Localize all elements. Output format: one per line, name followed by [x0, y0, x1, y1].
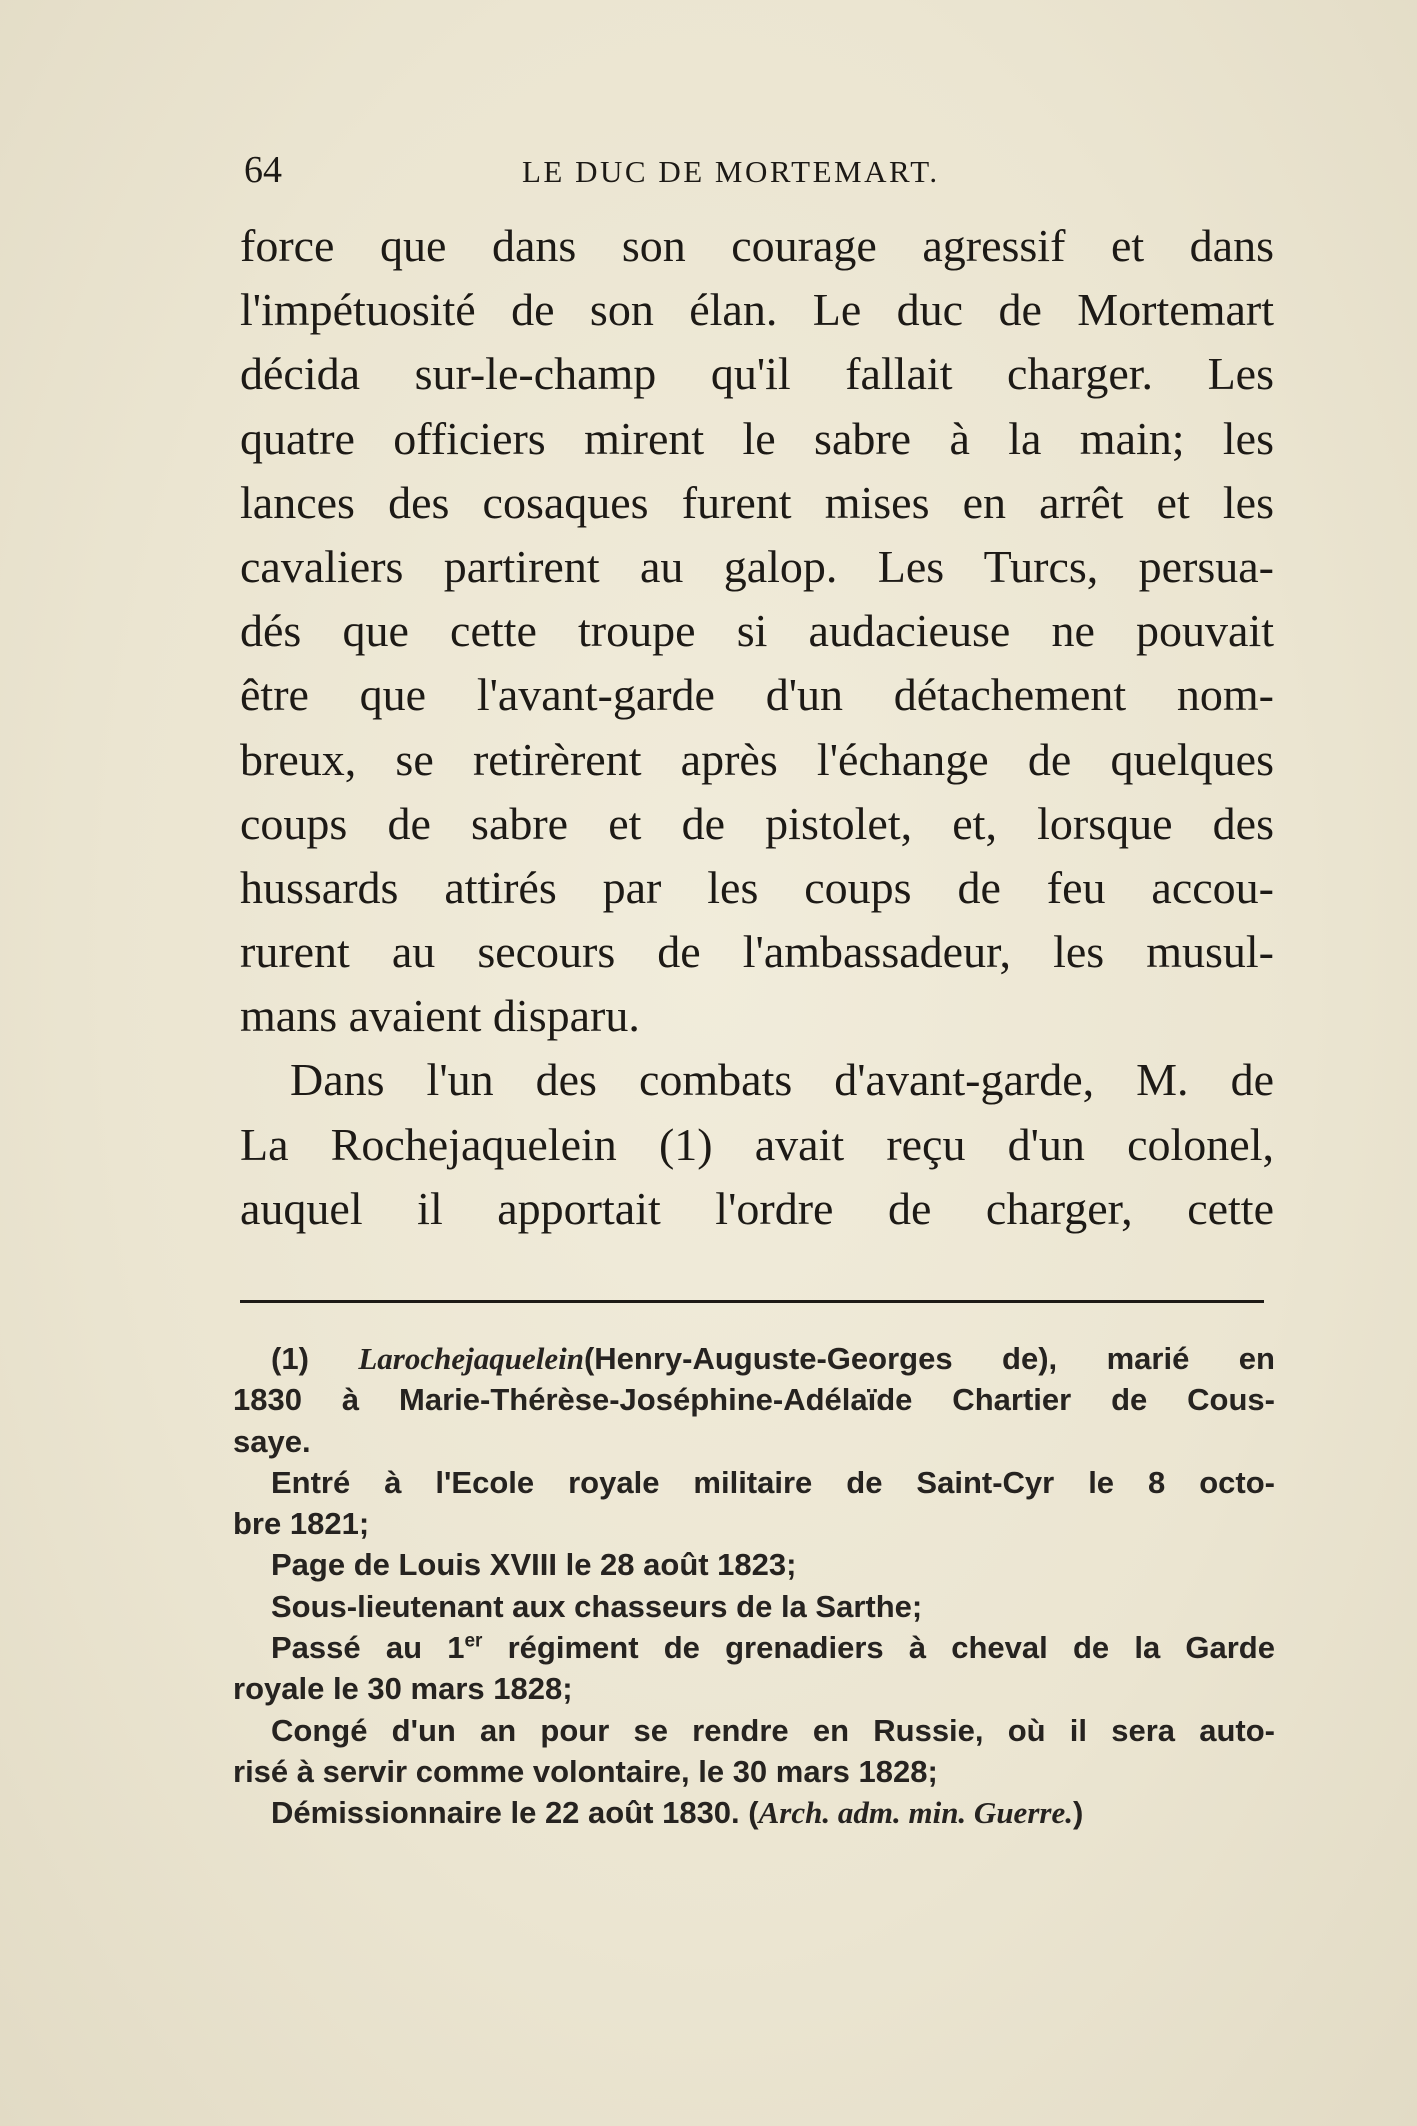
footnote-text: ): [1072, 1795, 1084, 1831]
footnote-line: Congé d'un an pour se rendre en Russie, où il sera auto-: [271, 1712, 1275, 1748]
body-line: Dans l'un des combats d'avant-garde, M. de: [290, 1054, 1274, 1106]
body-line: mans avaient disparu.: [240, 990, 640, 1042]
body-line: auquel il apportait l'ordre de charger, cette: [240, 1182, 1274, 1234]
footnote-line: Sous-lieutenant aux chasseurs de la Sarthe;: [271, 1588, 923, 1624]
footnote-line: Entré à l'Ecole royale militaire de Saint-Cyr le 8 octo-: [271, 1464, 1275, 1500]
footnote-line: saye.: [233, 1423, 311, 1459]
body-line: cavaliers partirent au galop. Les Turcs, persua-: [240, 540, 1274, 592]
footnote-line: [233, 1627, 1275, 1668]
footnote-line: [233, 1792, 1275, 1833]
body-line: coups de sabre et de pistolet, et, lorsque des: [240, 797, 1274, 849]
footnote-text: Passé au 1: [271, 1630, 465, 1666]
body-line: être que l'avant-garde d'un détachement nom-: [240, 669, 1274, 721]
running-title: LE DUC DE MORTEMART.: [522, 154, 940, 189]
page-number: 64: [244, 149, 282, 191]
body-line: rurent au secours de l'ambassadeur, les musul-: [240, 926, 1274, 978]
footnote-line: Page de Louis XVIII le 28 août 1823;: [271, 1547, 797, 1583]
footnote-text: Démissionnaire le 22 août 1830. (: [271, 1795, 759, 1831]
footnote-line: bre 1821;: [233, 1506, 370, 1542]
body-line: breux, se retirèrent après l'échange de quelques: [240, 733, 1274, 785]
body-line: dés que cette troupe si audacieuse ne pouvait: [240, 605, 1274, 657]
footnote-rule: [240, 1300, 1264, 1303]
body-line: lances des cosaques furent mises en arrêt et les: [240, 476, 1274, 528]
body-line: force que dans son courage agressif et dans: [240, 220, 1274, 271]
footnote-text: régiment de grenadiers à cheval de la Garde: [482, 1630, 1275, 1666]
footnote-text: (Henry-Auguste-Georges de), marié en: [583, 1341, 1275, 1376]
footnote-citation: Arch. adm. min. Guerre.: [758, 1795, 1073, 1831]
body-line: La Rochejaquelein (1) avait reçu d'un colonel,: [240, 1118, 1274, 1170]
footnote-line: 1830 à Marie-Thérèse-Joséphine-Adélaïde Chartier de Cous-: [233, 1382, 1275, 1418]
body-line: décida sur-le-champ qu'il fallait charger. Les: [240, 348, 1274, 400]
body-line: hussards attirés par les coups de feu accou-: [240, 861, 1274, 913]
body-line: quatre officiers mirent le sabre à la main; les: [240, 412, 1274, 464]
body-text: [240, 214, 1274, 1241]
body-line: l'impétuosité de son élan. Le duc de Mortemart: [240, 284, 1274, 336]
footnote-name: Larochejaquelein: [358, 1341, 584, 1376]
footnote-superscript: er: [464, 1630, 483, 1652]
footnote-line: royale le 30 mars 1828;: [233, 1671, 573, 1707]
footnote-marker: (1): [271, 1341, 309, 1376]
page-header: [240, 148, 1260, 198]
footnote-line: risé à servir comme volontaire, le 30 mars 1828;: [233, 1753, 938, 1789]
footnotes: [233, 1338, 1275, 1834]
footnote-line: [233, 1338, 1275, 1379]
